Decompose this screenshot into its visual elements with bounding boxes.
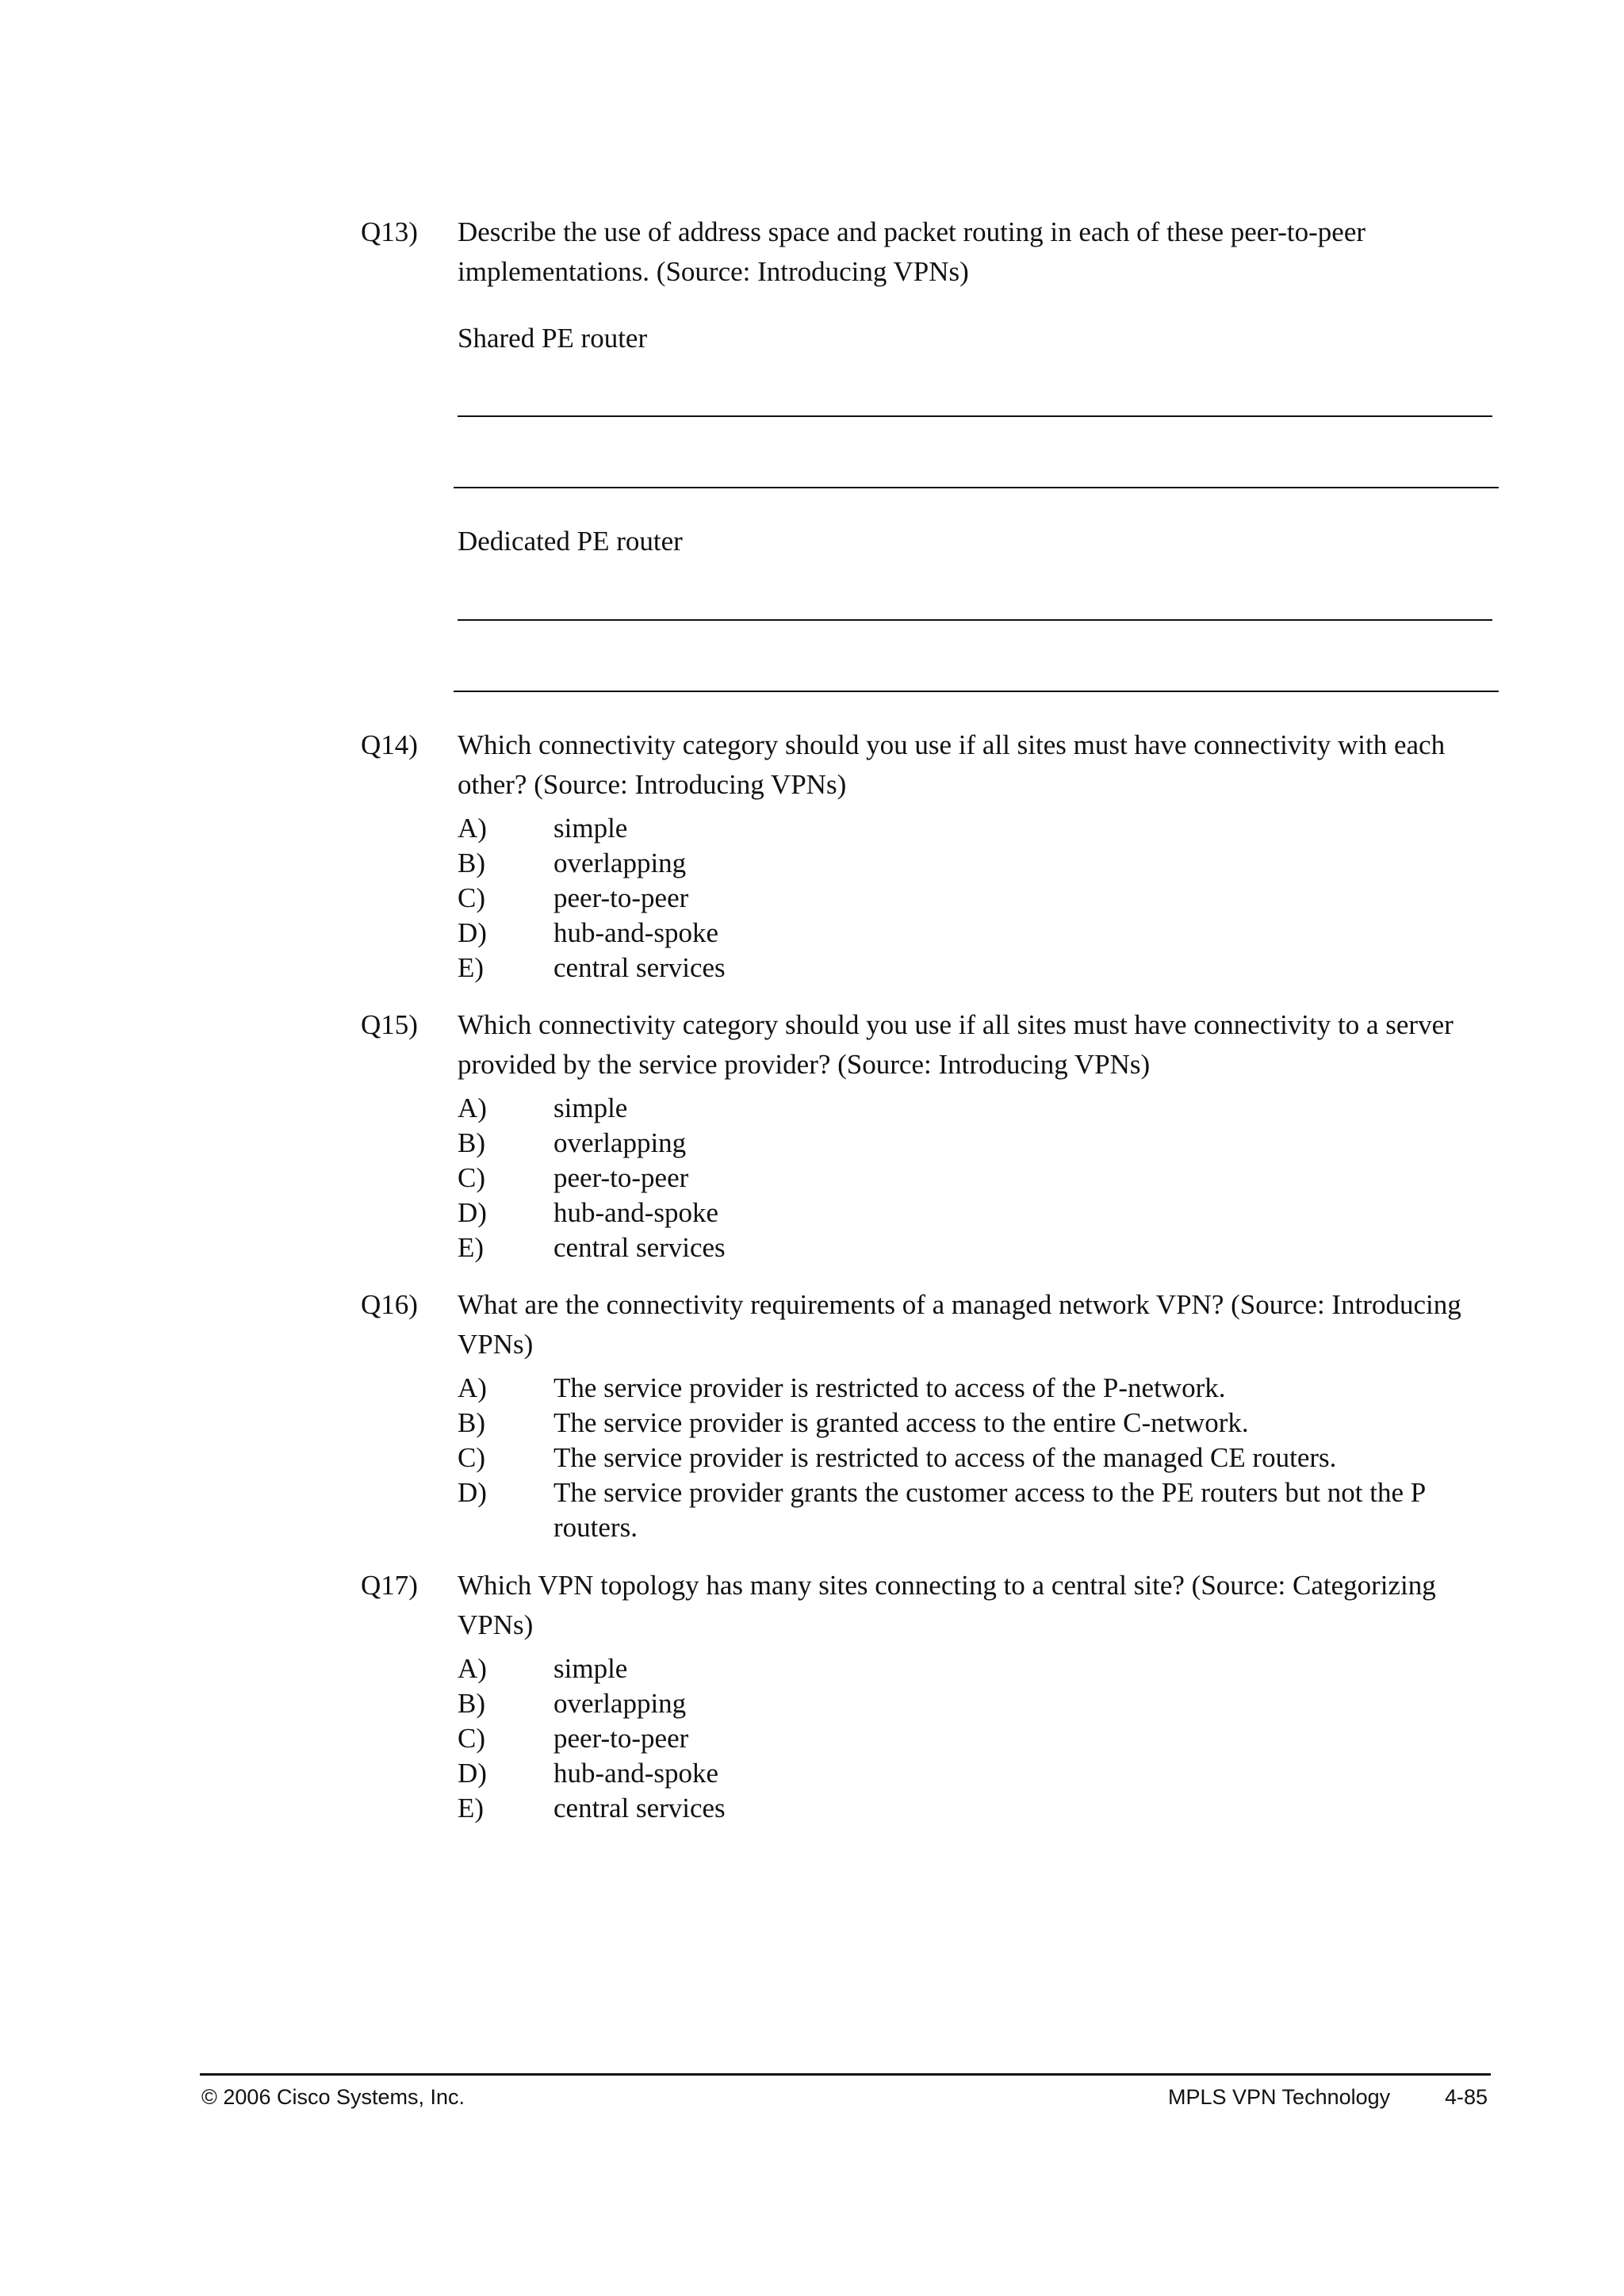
option-letter: A) <box>458 1653 487 1684</box>
option[interactable] <box>458 881 1496 916</box>
option-letter: B) <box>458 848 485 878</box>
option-text: hub-and-spoke <box>553 917 719 948</box>
option-letter: A) <box>458 1093 487 1123</box>
footer-page-number: 4-85 <box>1445 2085 1488 2109</box>
option-letter: C) <box>458 1162 485 1193</box>
option-letter: D) <box>458 1477 487 1508</box>
option-text: The service provider is restricted to access of the managed CE routers. <box>553 1442 1337 1473</box>
option-text: peer-to-peer <box>553 1723 689 1754</box>
option[interactable] <box>458 1371 1496 1406</box>
question-number: Q13) <box>361 216 418 247</box>
footer-divider <box>200 2073 1491 2076</box>
answer-line <box>454 487 1499 488</box>
answer-options <box>458 1651 1496 1826</box>
option-letter: D) <box>458 917 487 948</box>
option-letter: D) <box>458 1197 487 1228</box>
option[interactable] <box>458 811 1496 846</box>
option[interactable] <box>458 1791 1496 1826</box>
subsection-shared-pe: Shared PE router <box>458 323 648 354</box>
option-text: simple <box>553 1653 628 1684</box>
option-letter: C) <box>458 1723 485 1754</box>
option-text: The service provider is granted access to the entire C-network. <box>553 1407 1249 1438</box>
option-letter: C) <box>458 1442 485 1473</box>
option-letter: B) <box>458 1688 485 1719</box>
option-text: The service provider grants the customer access to the PE routers but not the P routers. <box>553 1477 1425 1543</box>
question-text: Which connectivity category should you use if all sites must have connectivity to a server provided by the service provider? (Source: Introducing VPNs) <box>458 1009 1454 1080</box>
option-text: central services <box>553 1232 726 1263</box>
option-letter: A) <box>458 1372 487 1403</box>
option-letter: E) <box>458 1793 485 1823</box>
footer-copyright: © 2006 Cisco Systems, Inc. <box>201 2085 465 2109</box>
option-text: central services <box>553 1793 726 1823</box>
option-text: The service provider is restricted to access of the P-network. <box>553 1372 1226 1403</box>
option-text: overlapping <box>553 1127 687 1158</box>
option[interactable] <box>458 1091 1496 1126</box>
option[interactable] <box>458 1196 1496 1230</box>
footer-course-title: MPLS VPN Technology <box>1168 2085 1391 2109</box>
answer-line <box>454 691 1499 692</box>
option[interactable] <box>458 951 1496 985</box>
option[interactable] <box>458 1686 1496 1721</box>
answer-options <box>458 1371 1496 1545</box>
option-letter: E) <box>458 1232 485 1263</box>
option-letter: E) <box>458 952 485 983</box>
option-text: simple <box>553 813 628 844</box>
option[interactable] <box>458 916 1496 951</box>
question-text: Which VPN topology has many sites connecting to a central site? (Source: Categorizing VPNs) <box>458 1570 1436 1640</box>
option[interactable] <box>458 1161 1496 1196</box>
option-letter: D) <box>458 1758 487 1789</box>
answer-line <box>458 619 1492 621</box>
question-text: Which connectivity category should you use if all sites must have connectivity with each other? (Source: Introducing VPNs) <box>458 729 1446 800</box>
option[interactable] <box>458 1756 1496 1791</box>
option-text: peer-to-peer <box>553 882 689 913</box>
option[interactable] <box>458 1651 1496 1686</box>
option-letter: A) <box>458 813 487 844</box>
option[interactable] <box>458 1406 1496 1441</box>
option-letter: B) <box>458 1127 485 1158</box>
answer-options <box>458 811 1496 985</box>
question-number: Q16) <box>361 1289 418 1320</box>
option-letter: B) <box>458 1407 485 1438</box>
answer-line <box>458 415 1492 417</box>
option-text: hub-and-spoke <box>553 1197 719 1228</box>
option-text: hub-and-spoke <box>553 1758 719 1789</box>
option[interactable] <box>458 1230 1496 1265</box>
option-letter: C) <box>458 882 485 913</box>
option[interactable] <box>458 1441 1496 1475</box>
question-text: What are the connectivity requirements of a managed network VPN? (Source: Introducing VPNs) <box>458 1289 1461 1360</box>
question-text: Describe the use of address space and packet routing in each of these peer-to-peer implementations. (Source: Introducing VPNs) <box>458 216 1366 287</box>
question-number: Q17) <box>361 1570 418 1601</box>
option-text: overlapping <box>553 1688 687 1719</box>
option-text: central services <box>553 952 726 983</box>
option-text: simple <box>553 1093 628 1123</box>
answer-options <box>458 1091 1496 1265</box>
option-text: overlapping <box>553 848 687 878</box>
subsection-dedicated-pe: Dedicated PE router <box>458 526 683 557</box>
option-text: peer-to-peer <box>553 1162 689 1193</box>
question-number: Q15) <box>361 1009 418 1040</box>
option[interactable] <box>458 1721 1496 1756</box>
option[interactable] <box>458 1475 1496 1545</box>
option[interactable] <box>458 846 1496 881</box>
option[interactable] <box>458 1126 1496 1161</box>
question-number: Q14) <box>361 729 418 760</box>
